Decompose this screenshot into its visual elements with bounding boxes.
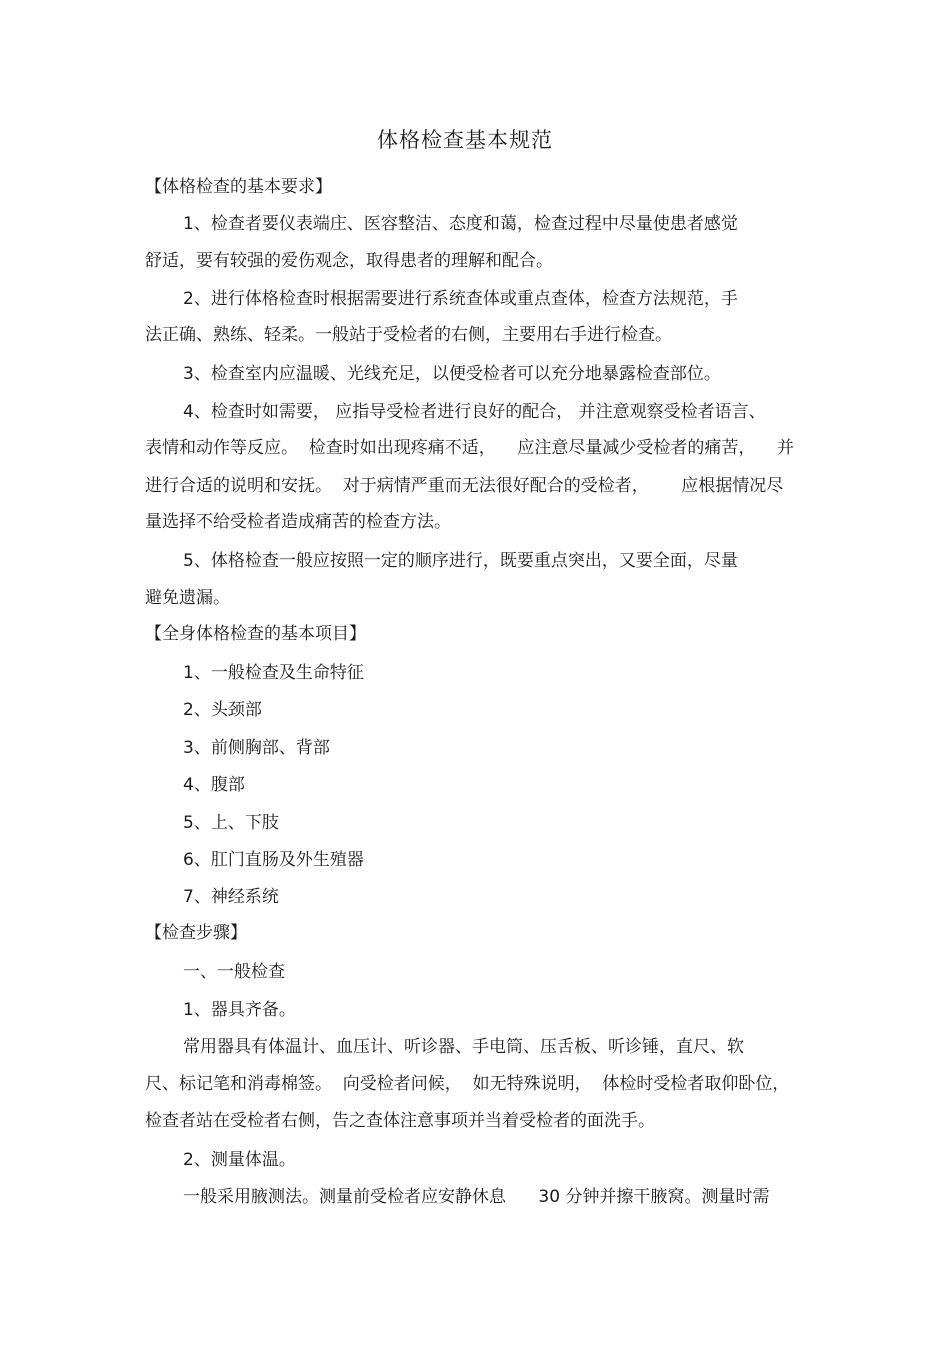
paragraph-line: 3、检查室内应温暖、光线充足，以便受检者可以充分地暴露检查部位。 xyxy=(183,364,721,384)
list-item: 4、腹部 xyxy=(183,775,245,795)
list-item: 7、神经系统 xyxy=(183,887,279,907)
list-item: 6、肛门直肠及外生殖器 xyxy=(183,850,364,870)
paragraph-line: 5、体格检查一般应按照一定的顺序进行，既要重点突出，又要全面，尽量 xyxy=(183,551,738,571)
list-item: 1、一般检查及生命特征 xyxy=(183,663,364,683)
paragraph-line: 尺、标记笔和消毒棉签。 向受检者问候， 如无特殊说明， 体检时受检者取仰卧位， xyxy=(145,1074,790,1094)
paragraph-line: 常用器具有体温计、血压计、听诊器、手电筒、压舌板、听诊锤，直尺、软 xyxy=(183,1037,744,1057)
paragraph-line: 1、检查者要仪表端庄、医容整洁、态度和蔼，检查过程中尽量使患者感觉 xyxy=(183,214,738,234)
paragraph-line: 舒适，要有较强的爱伤观念，取得患者的理解和配合。 xyxy=(145,251,553,271)
paragraph-line: 检查者站在受检者右侧，告之查体注意事项并当着受检者的面洗手。 xyxy=(145,1111,655,1131)
page-title: 体格检查基本规范 xyxy=(377,128,553,152)
subsection-title: 一、一般检查 xyxy=(183,962,285,982)
step-title: 2、测量体温。 xyxy=(183,1150,296,1170)
paragraph-line: 进行合适的说明和安抚。 对于病情严重而无法很好配合的受检者， 应根据情况尽 xyxy=(145,476,784,496)
paragraph-line: 量选择不给受检者造成痛苦的检查方法。 xyxy=(145,512,451,532)
section-header-items: 【全身体格检查的基本项目】 xyxy=(145,624,366,644)
paragraph-line: 4、检查时如需要， 应指导受检者进行良好的配合， 并注意观察受检者语言、 xyxy=(183,402,766,422)
section-header-steps: 【检查步骤】 xyxy=(145,923,247,943)
paragraph-line: 一般采用腋测法。测量前受检者应安静休息 30 分钟并擦干腋窝。测量时需 xyxy=(183,1187,770,1207)
paragraph-line: 避免遗漏。 xyxy=(145,588,230,608)
paragraph-line: 表情和动作等反应。 检查时如出现疼痛不适， 应注意尽量减少受检者的痛苦， 并 xyxy=(145,438,795,458)
list-item: 5、上、下肢 xyxy=(183,813,279,833)
paragraph-line: 2、进行体格检查时根据需要进行系统查体或重点查体，检查方法规范，手 xyxy=(183,289,738,309)
list-item: 2、头颈部 xyxy=(183,700,262,720)
list-item: 3、前侧胸部、背部 xyxy=(183,738,330,758)
section-header-requirements: 【体格检查的基本要求】 xyxy=(145,177,332,197)
step-title: 1、器具齐备。 xyxy=(183,1000,296,1020)
paragraph-line: 法正确、熟练、轻柔。一般站于受检者的右侧，主要用右手进行检查。 xyxy=(145,325,672,345)
